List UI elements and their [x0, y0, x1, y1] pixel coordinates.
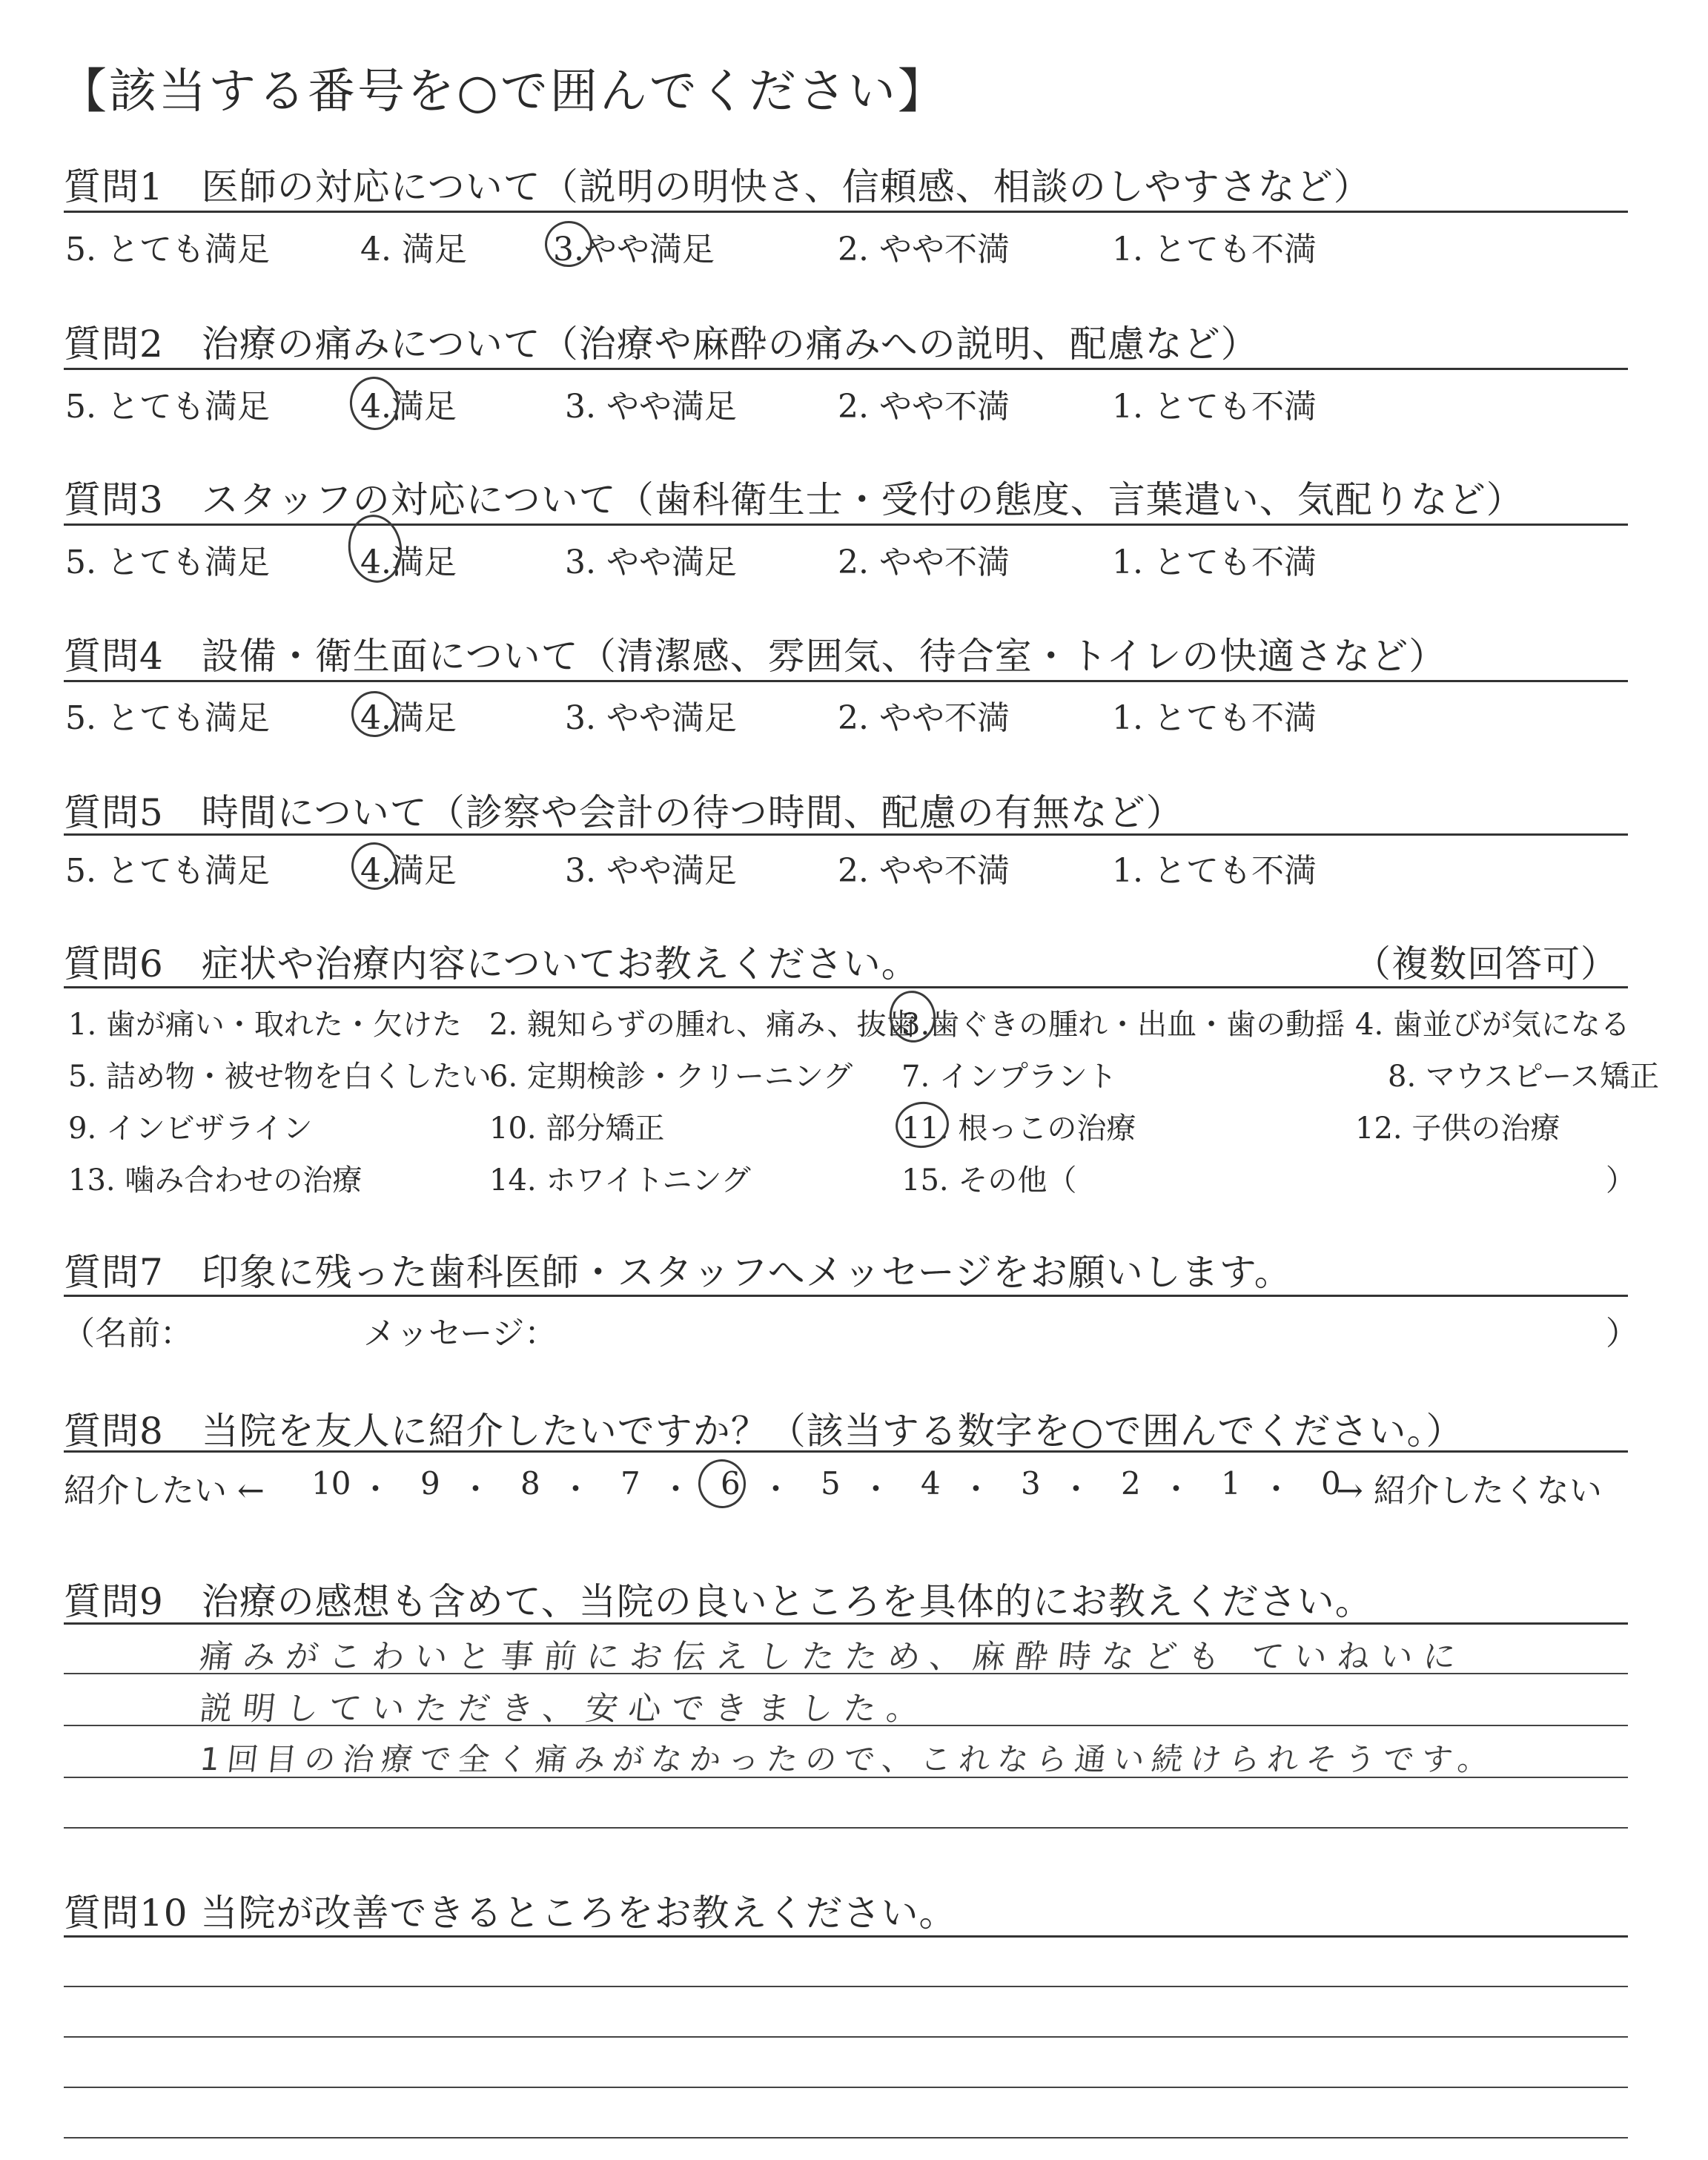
q6-option-11[interactable]: 11. 根っこの治療: [901, 1112, 1136, 1146]
instruction-heading: 【該当する番号を○で囲んでください】: [59, 65, 947, 119]
q2-title: 質問2 治療の痛みについて（治療や麻酔の痛みへの説明、配慮など）: [64, 323, 1259, 366]
q4-option-3[interactable]: 3. やや満足: [565, 699, 737, 737]
q9-title: 質問9 治療の感想も含めて、当院の良いところを具体的にお教えください。: [64, 1580, 1373, 1623]
q8-scale-9[interactable]: 9: [420, 1465, 440, 1502]
q3-option-5[interactable]: 5. とても満足: [65, 544, 270, 581]
q4-option-4[interactable]: 4.満足: [360, 699, 457, 737]
q8-left-label: 紹介したい ←: [64, 1472, 265, 1510]
q8-scale-0[interactable]: 0: [1321, 1465, 1341, 1502]
q8-scale-3[interactable]: 3: [1021, 1465, 1041, 1502]
q8-rule: [64, 1450, 1628, 1453]
q6-rule: [64, 986, 1628, 988]
q2-rule: [64, 368, 1628, 370]
q1-rule: [64, 211, 1628, 213]
q8-scale-separator: ・: [860, 1471, 892, 1507]
q5-option-5[interactable]: 5. とても満足: [65, 852, 270, 890]
q5-option-4[interactable]: 4.満足: [360, 852, 457, 890]
q2-option-5[interactable]: 5. とても満足: [65, 388, 270, 426]
q9-answer-line-3: 1回目の治療で全く痛みがなかったので、これなら通い続けられそうです。: [198, 1741, 1498, 1777]
q9-line-1: [64, 1673, 1628, 1674]
q10-line-1: [64, 1986, 1628, 1987]
q8-scale-separator: ・: [460, 1471, 491, 1507]
q2-option-4[interactable]: 4.満足: [360, 388, 457, 426]
q8-scale: [0, 1465, 1708, 1510]
q1-title: 質問1 医師の対応について（説明の明快さ、信頼感、相談のしやすさなど）: [64, 165, 1371, 208]
q6-title: 質問6 症状や治療内容についてお教えください。: [64, 942, 919, 985]
q8-scale-separator: ・: [960, 1471, 992, 1507]
q8-scale-separator: ・: [360, 1471, 391, 1507]
q8-scale-2[interactable]: 2: [1121, 1465, 1141, 1502]
q1-option-5[interactable]: 5. とても満足: [65, 231, 270, 268]
q1-option-4[interactable]: 4. 満足: [360, 231, 467, 268]
q6-option-10[interactable]: 10. 部分矯正: [489, 1112, 665, 1146]
q9-answer-line-2: 説明していただき、安心できました。: [197, 1690, 932, 1728]
q8-scale-7[interactable]: 7: [620, 1465, 640, 1502]
q8-scale-separator: ・: [1060, 1471, 1092, 1507]
q6-option-12[interactable]: 12. 子供の治療: [1355, 1112, 1560, 1146]
q1-option-3[interactable]: 3.やや満足: [553, 231, 715, 268]
q7-message-label: メッセージ：: [363, 1315, 557, 1353]
q7-name-label: （名前：: [62, 1315, 193, 1353]
q10-line-3: [64, 2087, 1628, 2088]
q6-option-4[interactable]: 4. 歯並びが気になる: [1355, 1008, 1630, 1042]
q6-multiple-note: （複数回答可）: [1354, 942, 1618, 985]
q6-option-8[interactable]: 8. マウスピース矯正: [1388, 1060, 1660, 1094]
q3-rule: [64, 524, 1628, 526]
q7-rule: [64, 1295, 1628, 1297]
q5-option-1[interactable]: 1. とても不満: [1112, 852, 1317, 890]
q4-title: 質問4 設備・衛生面について（清潔感、雰囲気、待合室・トイレの快適さなど）: [64, 635, 1447, 678]
q5-rule: [64, 833, 1628, 836]
q2-option-3[interactable]: 3. やや満足: [565, 388, 737, 426]
q8-scale-5[interactable]: 5: [821, 1465, 841, 1502]
q6-option-1[interactable]: 1. 歯が痛い・取れた・欠けた: [68, 1008, 462, 1042]
q1-option-1[interactable]: 1. とても不満: [1112, 231, 1317, 268]
q6-option-14[interactable]: 14. ホワイトニング: [489, 1163, 751, 1198]
q8-scale-4[interactable]: 4: [921, 1465, 941, 1502]
q6-option-7[interactable]: 7. インプラント: [901, 1060, 1117, 1094]
q10-title: 質問10 当院が改善できるところをお教えください。: [64, 1892, 957, 1935]
q3-option-4[interactable]: 4.満足: [360, 544, 457, 581]
q8-scale-separator: ・: [660, 1471, 692, 1507]
q10-rule: [64, 1935, 1628, 1938]
q6-option-6[interactable]: 6. 定期検診・クリーニング: [489, 1060, 853, 1094]
q3-option-3[interactable]: 3. やや満足: [565, 544, 737, 581]
q10-line-4: [64, 2137, 1628, 2138]
q6-option-15[interactable]: 15. その他（: [901, 1163, 1077, 1198]
q9-answer-line-1: 痛みがこわいと事前にお伝えしたため、麻酔時なども ていねいに: [197, 1638, 1469, 1676]
q9-line-4: [64, 1827, 1628, 1829]
q7-close-paren: ）: [1606, 1315, 1638, 1353]
q6-option-13[interactable]: 13. 噛み合わせの治療: [68, 1163, 363, 1198]
q6-option-2[interactable]: 2. 親知らずの腫れ、痛み、抜歯: [489, 1008, 916, 1042]
q8-scale-6[interactable]: 6: [721, 1465, 741, 1502]
q8-scale-separator: ・: [560, 1471, 592, 1507]
q9-line-2: [64, 1725, 1628, 1726]
q8-scale-separator: ・: [1260, 1471, 1292, 1507]
q2-option-1[interactable]: 1. とても不満: [1112, 388, 1317, 426]
q6-option-9[interactable]: 9. インビザライン: [68, 1112, 313, 1146]
q9-rule: [64, 1622, 1628, 1625]
q8-scale-10[interactable]: 10: [311, 1465, 351, 1502]
q8-right-label: → 紹介したくない: [1336, 1472, 1602, 1510]
q8-scale-1[interactable]: 1: [1221, 1465, 1241, 1502]
q2-option-2[interactable]: 2. やや不満: [838, 388, 1010, 426]
q4-option-5[interactable]: 5. とても満足: [65, 699, 270, 737]
q6-option-15-close-paren: ）: [1606, 1163, 1635, 1198]
q3-option-2[interactable]: 2. やや不満: [838, 544, 1010, 581]
q8-scale-separator: ・: [1160, 1471, 1192, 1507]
q7-title: 質問7 印象に残った歯科医師・スタッフへメッセージをお願いします。: [64, 1251, 1292, 1294]
q10-line-2: [64, 2036, 1628, 2038]
q4-rule: [64, 680, 1628, 682]
q5-title: 質問5 時間について（診察や会計の待つ時間、配慮の有無など）: [64, 791, 1184, 834]
q3-option-1[interactable]: 1. とても不満: [1112, 544, 1317, 581]
q5-option-2[interactable]: 2. やや不満: [838, 852, 1010, 890]
q9-line-3: [64, 1777, 1628, 1778]
q4-option-2[interactable]: 2. やや不満: [838, 699, 1010, 737]
q5-option-3[interactable]: 3. やや満足: [565, 852, 737, 890]
q3-title: 質問3 スタッフの対応について（歯科衛生士・受付の態度、言葉遣い、気配りなど）: [64, 478, 1524, 521]
q4-option-1[interactable]: 1. とても不満: [1112, 699, 1317, 737]
q8-title: 質問8 当院を友人に紹介したいですか？（該当する数字を○で囲んでください。）: [64, 1410, 1464, 1453]
q8-scale-8[interactable]: 8: [520, 1465, 540, 1502]
q8-scale-separator: ・: [760, 1471, 792, 1507]
q6-option-3[interactable]: 3.歯ぐきの腫れ・出血・歯の動揺: [901, 1008, 1345, 1042]
q6-option-5[interactable]: 5. 詰め物・被せ物を白くしたい: [68, 1060, 491, 1094]
q1-option-2[interactable]: 2. やや不満: [838, 231, 1010, 268]
